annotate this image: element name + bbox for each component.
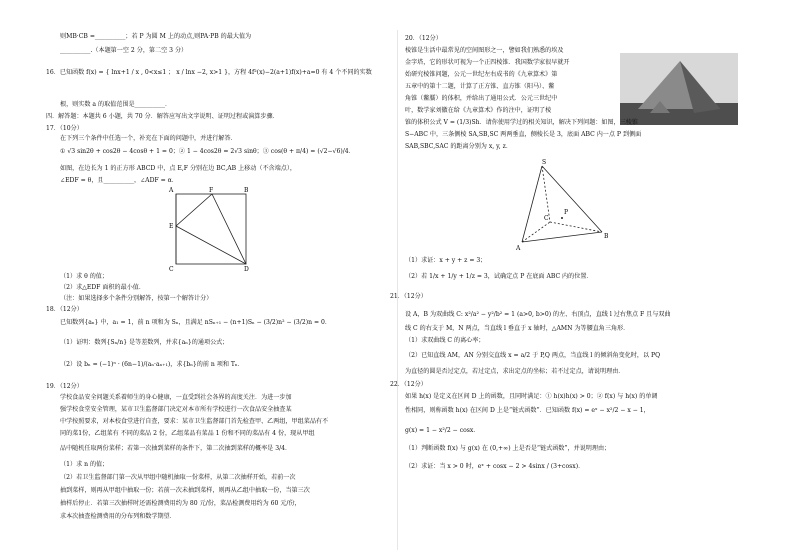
q22-sub2: （2）求证：当 x > 0 时，eˣ + cosx − 2 > 4sinx / (3+cosx)． bbox=[405, 463, 585, 470]
q19-line5: 品中随机任取两份菜样；若第一次抽到菜样的条件下，第二次抽到菜样的概率是 3/4． bbox=[60, 445, 292, 452]
q22-sub1: （1）判断函数 f(x) 与 g(x) 在 (0,+∞) 上是否是“链式函数”，并说明理由； bbox=[405, 445, 611, 452]
pyramid-photo bbox=[620, 53, 738, 125]
q21-line1: 设 A，B 为双曲线 C: x²/a² − y²/b² = 1 (a>0, b>0) 的左、右顶点，直线 l 过右焦点 F 且与双曲 bbox=[405, 311, 671, 318]
q20-line2: 金字塔，它的形状可视为一个正四棱锥．我国数学家很早就开 bbox=[405, 59, 570, 66]
q19-sub3: 抽到菜样，则再从甲组中抽取一份；若前一次未抽到菜样，则再从乙组中抽取一份，当第三次 bbox=[60, 487, 310, 494]
q19-sub4: 抽样后停止．若第三次抽样时还需检测费用约为 80 元/份，菜品检测费用约为 60 元/份， bbox=[60, 500, 301, 507]
label-A: A bbox=[169, 187, 174, 194]
label-A: A bbox=[516, 245, 521, 252]
q21-header: 21．（12分） bbox=[390, 293, 427, 300]
column-divider bbox=[397, 30, 398, 550]
q17-conditions: ① √3 sin2θ + cos2θ − 4cosθ + 1 = 0；② 1 − 4cos2θ = 2√3 sinθ；③ cos(θ + π/4) = (√2−√6)/4． bbox=[60, 148, 355, 155]
tetrahedron-figure bbox=[512, 156, 614, 252]
q19-line1: 学校食品安全问题关系着师生的身心健康，一直受到社会各界的高度关注．为进一步加 bbox=[60, 394, 292, 401]
q18-header: 18．（12分） bbox=[46, 306, 83, 313]
section-heading: 四．解答题：本题共 6 小题，共 70 分．解答应写出文字说明、证明过程或演算步骤． bbox=[46, 113, 279, 120]
label-C: C bbox=[169, 266, 174, 272]
q16-line1: 16．已知函数 f(x) = { lnx+1 / x , 0<x≤1 ； x / lnx −2, x>1 }，方程 4f²(x)−2(a+1)f(x)+a=0 有 4 个不同的实数 bbox=[46, 69, 372, 76]
q17-sub2: （2）求△EDF 面积的最小值． bbox=[60, 284, 145, 291]
q19-sub1: （1）求 n 的值； bbox=[60, 461, 109, 468]
q19-line3: 中学按照要求，对本校食堂进行自查，要求：某市卫生监督部门首先检查甲、乙两组，甲组菜品有不 bbox=[60, 418, 329, 425]
q21-sub2: （2）已知直线 AM，AN 分别交直线 x = a/2 于 P,Q 两点，当直线 l 的倾斜角变化时，以 PQ bbox=[405, 352, 661, 359]
q16-line2: 根，则实数 a 的取值范围是__________． bbox=[60, 101, 172, 108]
q21-sub3: 为直径的圆是否过定点，若过定点，求出定点的坐标；若不过定点，请说明理由． bbox=[405, 368, 625, 375]
label-S: S bbox=[542, 159, 547, 166]
q20-line1: 棱锥是生活中最常见的空间图形之一，譬如我们熟悉的埃及 bbox=[405, 47, 564, 54]
square-figure bbox=[166, 186, 256, 272]
q20-line4: 五章中的第十二题，计算了正方锥、直方锥（阳马）、鳖 bbox=[405, 83, 555, 90]
q20-line7: 锥的体积公式 V = (1/3)Sh．请你使用学过的相关知识，解决下列问题：如图，三棱锥 bbox=[405, 119, 638, 126]
q17-text: 在下列三个条件中任选一个，补充在下面的问题中，并进行解答． bbox=[60, 135, 237, 142]
q17-sub1: （1）求 θ 的值； bbox=[60, 273, 108, 280]
q20-sub1: （1）求证：x + y + z = 3； bbox=[405, 257, 487, 264]
q17-note: （注：如果选择多个条件分别解答，按第一个解答计分） bbox=[60, 295, 213, 302]
q15-tail-line1: 则MB·CB =__________；若 P 为圆 M 上的动点,则PA·PB 的最大值为 bbox=[60, 33, 252, 40]
q18-sub2: （2）设 bₙ = (−1)ⁿ · (6n−1)/(aₙ·aₙ₊₁)，求{bₙ}的前 n 项和 Tₙ． bbox=[60, 361, 244, 368]
label-E: E bbox=[169, 223, 174, 230]
label-F: F bbox=[209, 187, 214, 194]
q19-header: 19．（12分） bbox=[46, 383, 83, 390]
q20-line3: 始研究棱锥问题，公元一世纪左右成书的《九章算术》第 bbox=[405, 71, 558, 78]
q20-line6: 叶，数学家刘徽在给《九章算术》作的注中，证明了棱 bbox=[405, 107, 552, 114]
q20-line8: S−ABC 中，三条侧棱 SA,SB,SC 两两垂直，侧棱长是 3，底面 ABC 内一点 P 到侧面 bbox=[405, 131, 642, 138]
q22-line2: 性相同，则称函数 h(x) 在区间 D 上是“链式函数”．已知函数 f(x) = eˣ − x²/2 − x − 1， bbox=[405, 407, 650, 414]
q22-header: 22．（12分） bbox=[390, 381, 427, 388]
label-D: D bbox=[244, 266, 249, 272]
q20-sub2: （2）若 1/x + 1/y + 1/z = 3，试确定点 P 在底面 ABC 内的位置． bbox=[405, 273, 593, 280]
q22-line3: g(x) = 1 − x²/2 − cosx． bbox=[405, 427, 480, 434]
q19-sub2: （2）若卫生监督部门第一次从甲组中随机抽取一份菜样，从第二次抽样开始，若前一次 bbox=[60, 474, 296, 481]
q18-text: 已知数列{aₙ} 中，a₁ = 1，前 n 项和为 Sₙ，且满足 nSₙ₊₁ − (n+1)Sₙ − (3/2)n² − (3/2)n = 0． bbox=[60, 319, 331, 326]
label-B: B bbox=[244, 187, 249, 194]
q17-figure-text: 如图，在边长为 1 的正方形 ABCD 中，点 E,F 分别在边 BC,AB 上移动（不含端点）， bbox=[60, 165, 296, 172]
label-P: P bbox=[564, 209, 569, 216]
q21-line2: 线 C 的右支于 M，N 两点，当直线 l 垂直于 x 轴时，△AMN 为等腰直角三角形． bbox=[405, 325, 630, 332]
q20-line9: SAB,SBC,SAC 的距离分别为 x, y, z． bbox=[405, 143, 512, 150]
q19-sub5: 求本次抽查检测费用的分布列和数学期望． bbox=[60, 513, 176, 520]
q19-line2: 强学校食堂安全管理，某市卫生监督部门决定对本市所有学校进行一次食品安全抽查某 bbox=[60, 406, 292, 413]
q17-angle-text: ∠EDF = θ，且__________，∠ADF = α． bbox=[60, 177, 178, 184]
label-C: C bbox=[544, 215, 549, 222]
q20-header: 20．（12分） bbox=[405, 35, 442, 42]
q21-sub1: （1）求双曲线 C 的离心率； bbox=[405, 337, 485, 344]
q17-header: 17．（10分） bbox=[46, 125, 83, 132]
q20-line5: 角锥（鳖臑）的体积，并给出了通用公式．公元三世纪中 bbox=[405, 95, 558, 102]
q15-tail-line2: __________.（本题第一空 2 分，第二空 3 分） bbox=[60, 47, 188, 54]
q22-line1: 如果 h(x) 是定义在区间 D 上的函数，且同时满足：① h(x)h(x) > 0；② f(x) 与 h(x) 的单调 bbox=[405, 393, 658, 400]
label-B: B bbox=[604, 233, 609, 240]
q19-line4: 同的菜1份，乙组菜有 不同的菜品 2 份，乙组菜品有菜品 1 份和不同的菜品有 4 份，现从甲组 bbox=[60, 430, 315, 437]
q18-sub1: （1）证明：数列{Sₙ/n} 是等差数列，并求{aₙ}的通项公式； bbox=[60, 339, 229, 346]
